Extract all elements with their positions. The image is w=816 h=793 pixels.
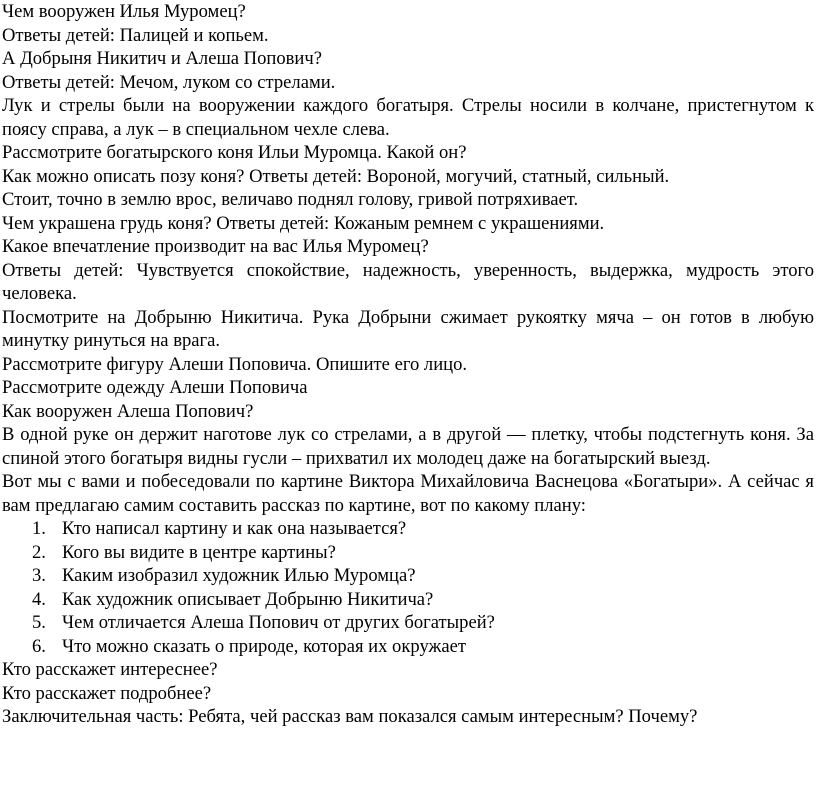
paragraph-horse-question: Рассмотрите богатырского коня Ильи Муромца. Какой он? (2, 142, 467, 163)
paragraph-question-dobrynya-alesha: А Добрыня Никитич и Алеша Попович? (2, 48, 322, 69)
paragraph-answer-mace-spear: Ответы детей: Палицей и копьем. (2, 24, 269, 46)
paragraph-alesha-clothes: Рассмотрите одежду Алеши Поповича (2, 377, 308, 398)
paragraph-story-plan-intro: Вот мы с вами и побеседовали по картине Виктора Михайловича Васнецова «Богатыри». А сейчас я вам предлагаю самим составить рассказ по картине, вот по какому плану: (2, 471, 814, 516)
paragraph-follow-up-detailed: Кто расскажет подробнее? (2, 682, 212, 704)
paragraph-impression-answer: Ответы детей: Чувствуется спокойствие, надежность, уверенность, выдержка, мудрость этого человека. (2, 259, 814, 304)
story-plan-list (2, 517, 814, 658)
paragraph-alesha-figure: Рассмотрите фигуру Алеши Поповича. Опишите его лицо. (2, 353, 468, 375)
paragraph-horse-pose: Как можно описать позу коня? Ответы детей: Вороной, могучий, статный, сильный. (2, 165, 670, 187)
list-item-number: 4. (32, 588, 46, 610)
paragraph-answer-sword-bow: Ответы детей: Мечом, луком со стрелами. (2, 71, 336, 93)
list-item-text: Чем отличается Алеша Попович от других богатырей? (62, 612, 495, 633)
list-item-text: Что можно сказать о природе, которая их окружает (62, 635, 466, 657)
paragraph-impression-question: Какое впечатление производит на вас Илья Муромец? (2, 236, 429, 257)
paragraph-conclusion: Заключительная часть: Ребята, чей рассказ вам показался самым интересным? Почему? (2, 706, 698, 727)
paragraph-alesha-weapons-answer: В одной руке он держит наготове лук со стрелами, а в другой — плетку, чтобы подстегнуть коня. За спиной этого богатыря видны гусли – прихватил их молодец даже на богатырский выезд. (2, 424, 814, 469)
list-item-number: 2. (32, 541, 46, 563)
paragraph-dobrynya: Посмотрите на Добрыню Никитича. Рука Добрыни сжимает рукоятку мяча – он готов в любую минутку ринуться на врага. (2, 306, 814, 351)
paragraph-bow-arrows: Лук и стрелы были на вооружении каждого богатыря. Стрелы носили в колчане, пристегнутом к поясу справа, а лук – в специальном чехле слева. (2, 95, 814, 140)
list-item-text: Как художник описывает Добрыню Никитича? (62, 588, 434, 610)
paragraph-follow-up-interesting: Кто расскажет интереснее? (2, 659, 218, 680)
list-item (2, 611, 814, 635)
list-item (2, 635, 814, 659)
list-item (2, 517, 814, 541)
list-item-number: 5. (32, 612, 46, 633)
list-item-text: Кого вы видите в центре картины? (62, 541, 336, 563)
list-item-number: 1. (32, 518, 46, 539)
paragraph-question-ilya-weapons: Чем вооружен Илья Муромец? (2, 1, 246, 22)
list-item (2, 541, 814, 565)
paragraph-horse-stands: Стоит, точно в землю врос, величаво поднял голову, гривой потряхивает. (2, 189, 579, 210)
list-item-number: 3. (32, 565, 46, 586)
paragraph-alesha-weapons-question: Как вооружен Алеша Попович? (2, 400, 254, 422)
paragraph-horse-chest: Чем украшена грудь коня? Ответы детей: Кожаным ремнем с украшениями. (2, 212, 605, 234)
list-item-text: Кто написал картину и как она называется? (62, 518, 407, 539)
list-item (2, 588, 814, 612)
list-item-number: 6. (32, 635, 46, 657)
list-item-text: Каким изобразил художник Илью Муромца? (62, 565, 416, 586)
list-item (2, 564, 814, 588)
